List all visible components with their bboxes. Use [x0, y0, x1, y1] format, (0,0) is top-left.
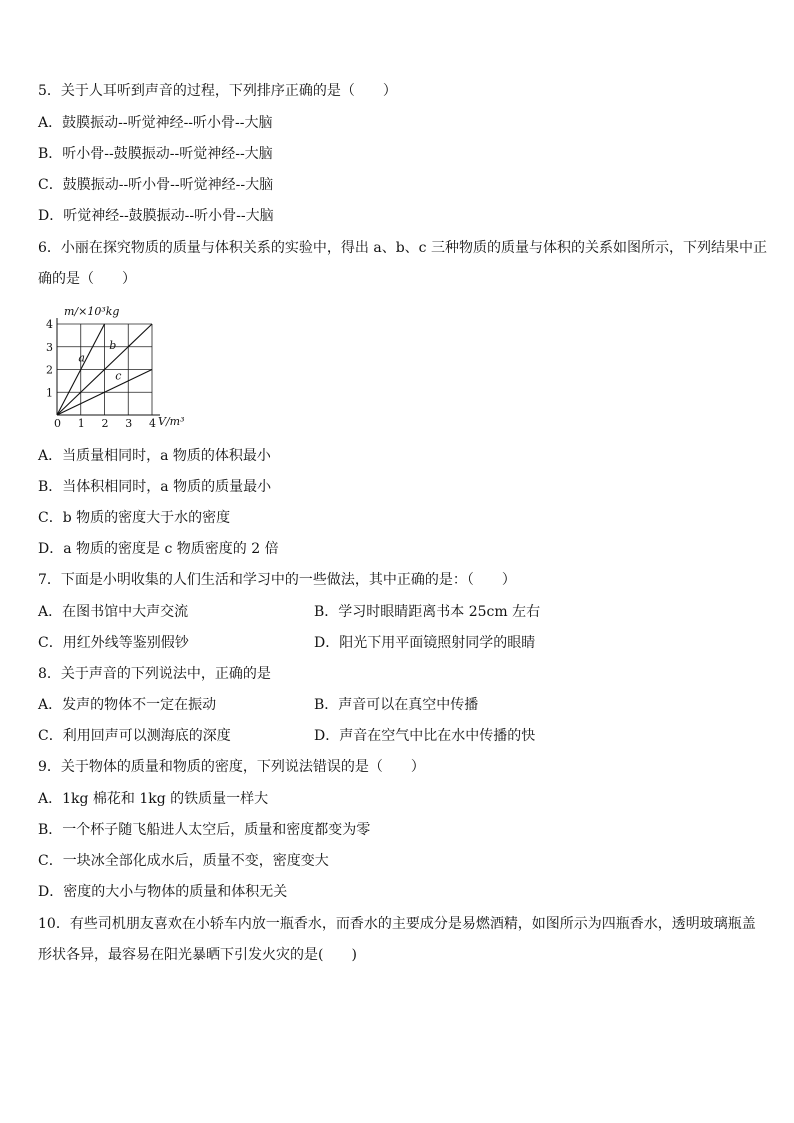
mass-volume-chart-svg [40, 300, 200, 435]
q8-option-a: A．发声的物体不一定在振动 [38, 697, 217, 713]
q9-option-b: B．一个杯子随飞船进人太空后，质量和密度都变为零 [38, 822, 371, 838]
q5-option-a: A．鼓膜振动--听觉神经--听小骨--大脑 [38, 115, 273, 131]
x-tick-label: 1 [77, 417, 85, 430]
x-axis-label: V/m³ [158, 415, 185, 428]
y-axis-label: m/×10³kg [64, 305, 120, 318]
q7-option-c: C．用红外线等鉴别假钞 [38, 635, 189, 651]
y-tick-label: 1 [46, 386, 53, 400]
q5-stem: 5．关于人耳听到声音的过程，下列排序正确的是（ ） [38, 83, 397, 99]
q7-option-a: A．在图书馆中大声交流 [38, 604, 189, 620]
y-tick-label: 4 [46, 318, 53, 331]
q5-option-c: C．鼓膜振动--听小骨--听觉神经--大脑 [38, 177, 274, 193]
q5-option-b: B．听小骨--鼓膜振动--听觉神经--大脑 [38, 146, 273, 162]
series-label-c: c [115, 369, 122, 383]
y-tick-label: 3 [46, 340, 53, 354]
q9-stem: 9．关于物体的质量和物质的密度，下列说法错误的是（ ） [38, 759, 425, 775]
q8-option-b: B．声音可以在真空中传播 [314, 697, 479, 713]
q6-option-b: B．当体积相同时，a 物质的质量最小 [38, 479, 272, 495]
q10-stem-line2: 形状各异，最容易在阳光暴晒下引发火灾的是( ) [38, 947, 357, 963]
q6-option-d: D．a 物质的密度是 c 物质密度的 2 倍 [38, 541, 279, 557]
q6-stem-line1: 6．小丽在探究物质的质量与体积关系的实验中，得出 a、b、c 三种物质的质量与体积的关系如图所示，下列结果中正 [38, 240, 767, 256]
q7-option-b: B．学习时眼睛距离书本 25cm 左右 [314, 604, 541, 620]
x-tick-label: 3 [125, 417, 133, 430]
q10-stem-line1: 10．有些司机朋友喜欢在小轿车内放一瓶香水，而香水的主要成分是易燃酒精，如图所示为四瓶香水，透明玻璃瓶盖 [38, 916, 756, 932]
x-tick-label: 0 [54, 417, 61, 430]
q6-stem-line2: 确的是（ ） [38, 271, 136, 287]
series-label-a: a [78, 351, 85, 365]
q8-option-c: C．利用回声可以测海底的深度 [38, 728, 231, 744]
series-label-b: b [109, 339, 117, 353]
q8-option-d: D．声音在空气中比在水中传播的快 [314, 728, 536, 744]
q9-option-c: C．一块冰全部化成水后，质量不变，密度变大 [38, 853, 329, 869]
x-tick-label: 2 [101, 417, 109, 430]
q9-option-d: D．密度的大小与物体的质量和体积无关 [38, 884, 288, 900]
q9-option-a: A．1kg 棉花和 1kg 的铁质量一样大 [38, 791, 269, 807]
x-tick-label: 4 [149, 417, 156, 430]
q7-stem: 7．下面是小明收集的人们生活和学习中的一些做法，其中正确的是：（ ） [38, 572, 516, 588]
mass-volume-chart [40, 300, 200, 435]
q6-option-c: C．b 物质的密度大于水的密度 [38, 510, 231, 526]
q5-option-d: D．听觉神经--鼓膜振动--听小骨--大脑 [38, 208, 274, 224]
q8-stem: 8．关于声音的下列说法中，正确的是 [38, 666, 271, 682]
q6-option-a: A．当质量相同时，a 物质的体积最小 [38, 448, 271, 464]
q7-option-d: D．阳光下用平面镜照射同学的眼睛 [314, 635, 536, 651]
y-tick-label: 2 [46, 363, 53, 377]
